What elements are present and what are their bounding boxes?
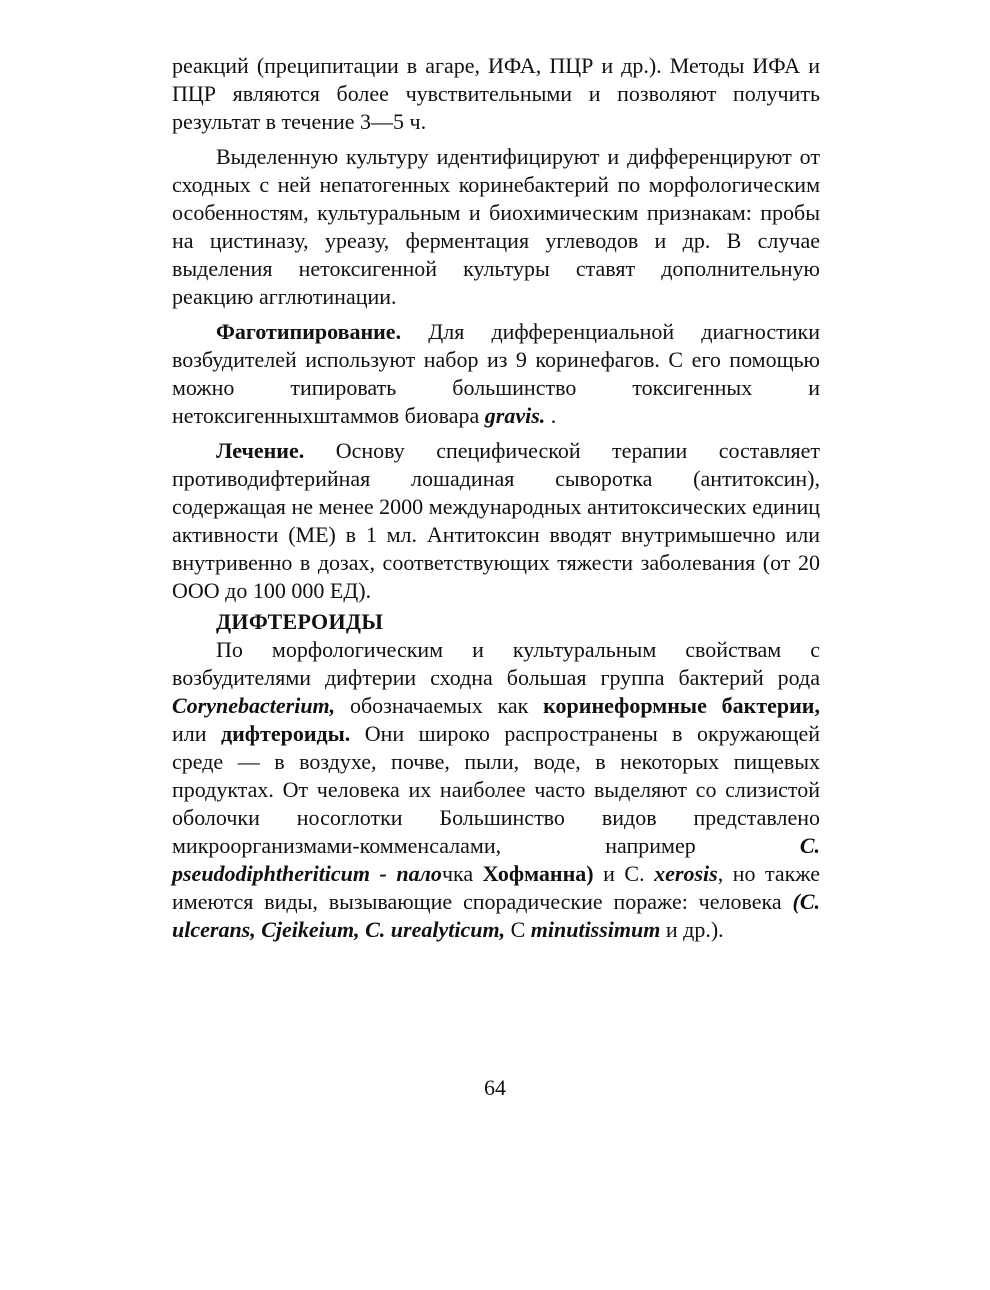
text-run: дифтероиды. [220, 721, 351, 746]
text-run: Лечение. [216, 438, 305, 463]
page-number: 64 [484, 1075, 506, 1100]
text-run: Фаготипирование. [216, 319, 402, 344]
text-run: обозначаемых как [335, 693, 544, 718]
text-run: чка [441, 861, 483, 886]
text-run: xerosis [654, 861, 718, 886]
text-run: или [172, 721, 221, 746]
text-run: , но также имеются виды, вызывающие спорадические пораже: человека [172, 861, 821, 914]
text-run: Они широко распространены в окружающей среде — в воздухе, почве, пыли, воде, в некоторых пищевых продуктах. От человека их наиболее часто выделяют со слизистой оболочки носоглотки Большинство видов представлено микроорганизмами-комменсалами, например [172, 721, 821, 858]
text-run: C. pseudodiphtheriticum - пало [172, 833, 820, 886]
text-run: С [505, 917, 531, 942]
text-run: . [545, 403, 557, 428]
text-run: коринеформные бактерии, [543, 693, 820, 718]
section-heading-diphtheroids: ДИФТЕРОИДЫ [216, 609, 384, 634]
text-run: и др.). [660, 917, 724, 942]
text-run: Основу специфической терапии составляет противодифтерийная лошадиная сыворотка (антитоксин), содержащая не менее 2000 международных антитоксических единиц активности (МЕ) в 1 мл. Антитоксин вводят внутримышечно или внутривенно в дозах, соответствующих тяжести заболевания (от 20 ООО до 100 000 ЕД). [172, 438, 820, 603]
paragraph-phagotyping [172, 318, 820, 430]
text-run: (C. ulcerans, Cjeikeium, C. urealyticum, [172, 889, 820, 942]
text-run: и С. [593, 861, 655, 886]
text-run: minutissimum [530, 917, 661, 942]
text-run: Для дифференциальной диагностики возбудителей используют набор из 9 коринефагов. С его помощью можно типировать большинство токсигенных и нетоксигенныхштаммов биовара [172, 319, 820, 428]
text-run: gravis. [484, 403, 546, 428]
text-run: Corynebacterium, [172, 693, 336, 718]
paragraph-diphtheroids [172, 636, 820, 944]
text-run: Хофманна) [482, 861, 594, 886]
paragraph-identification [172, 143, 820, 311]
body-text [172, 52, 820, 944]
paragraph-serology [172, 52, 820, 136]
text-run: реакций (преципитации в агаре, ИФА, ПЦР и др.). Методы ИФА и ПЦР являются более чувствительными и позволяют получить результат в течение 3—5 ч. [172, 53, 820, 134]
text-run: Выделенную культуру идентифицируют и дифференцируют от сходных с ней непатогенных коринебактерий по морфологическим особенностям, культуральным и биохимическим признакам: пробы на цистиназу, уреазу, ферментация углеводов и др. В случае выделения нетоксигенной культуры ставят дополнительную реакцию агглютинации. [172, 144, 820, 309]
paragraph-treatment [172, 437, 820, 605]
text-run: По морфологическим и культуральным свойствам с возбудителями дифтерии сходна большая группа бактерий рода [172, 637, 820, 690]
